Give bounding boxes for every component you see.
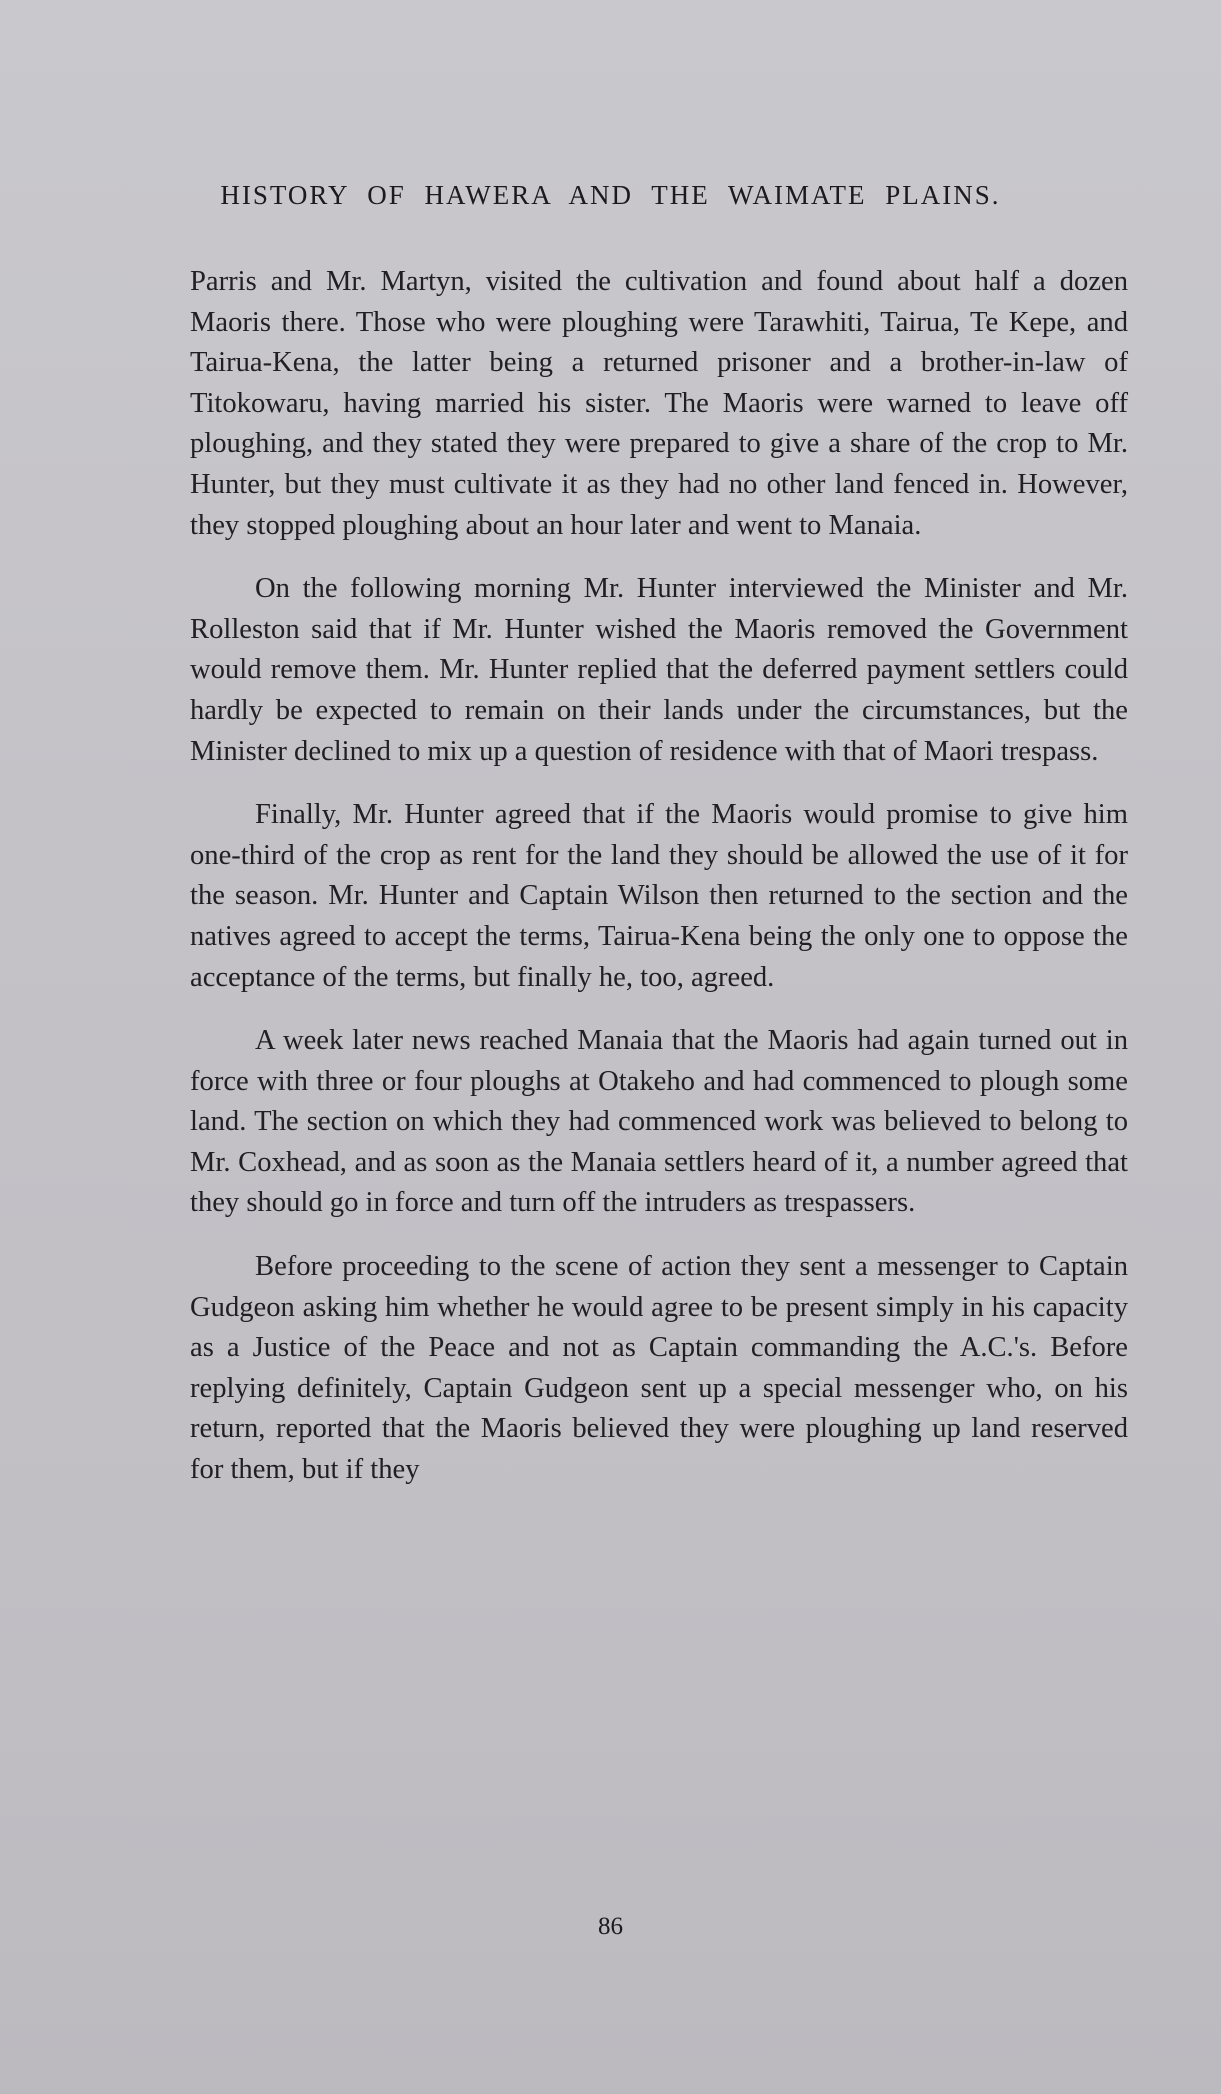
paragraph-2: On the following morning Mr. Hunter interviewed the Minister and Mr. Rolleston said that if Mr. Hunter wished the Maoris removed the Government would remove them. Mr. Hunter replied that the deferred payment settlers could hardly be expected to remain on their lands under the circumstances, but the Minister declined to mix up a question of residence with that of Maori trespass. [190,573,1128,767]
paragraph-4: A week later news reached Manaia that the Maoris had again turned out in force with three or four ploughs at Otakeho and had commenced to plough some land. The section on which they had commenced work was believed to belong to Mr. Coxhead, and as soon as the Manaia settlers heard of it, a number agreed that they should go in force and turn off the intruders as trespassers. [190,1025,1128,1219]
running-head: HISTORY OF HAWERA AND THE WAIMATE PLAINS. [220,180,1001,210]
paragraph-1: Parris and Mr. Martyn, visited the cultivation and found about half a dozen Maoris there. Those who were ploughing were Tarawhiti, Tairua, Te Kepe, and Tairua-Kena, the latter being a returned prisoner and a brother-in-law of Titokowaru, having married his sister. The Maoris were warned to leave off ploughing, and they stated they were prepared to give a share of the crop to Mr. Hunter, but they must cultivate it as they had no other land fenced in. However, they stopped ploughing about an hour later and went to Manaia. [190,266,1128,541]
body-text [190,262,1128,1514]
paragraph-5: Before proceeding to the scene of action they sent a messenger to Captain Gudgeon asking him whether he would agree to be present simply in his capacity as a Justice of the Peace and not as Captain commanding the A.C.'s. Before replying definitely, Captain Gudgeon sent up a special messenger who, on his return, reported that the Maoris believed they were ploughing up land reserved for them, but if they [190,1251,1128,1486]
page-number: 86 [598,1913,623,1940]
paragraph-3: Finally, Mr. Hunter agreed that if the Maoris would promise to give him one-third of the crop as rent for the land they should be allowed the use of it for the season. Mr. Hunter and Captain Wilson then returned to the section and the natives agreed to accept the terms, Tairua-Kena being the only one to oppose the acceptance of the terms, but finally he, too, agreed. [190,799,1128,993]
